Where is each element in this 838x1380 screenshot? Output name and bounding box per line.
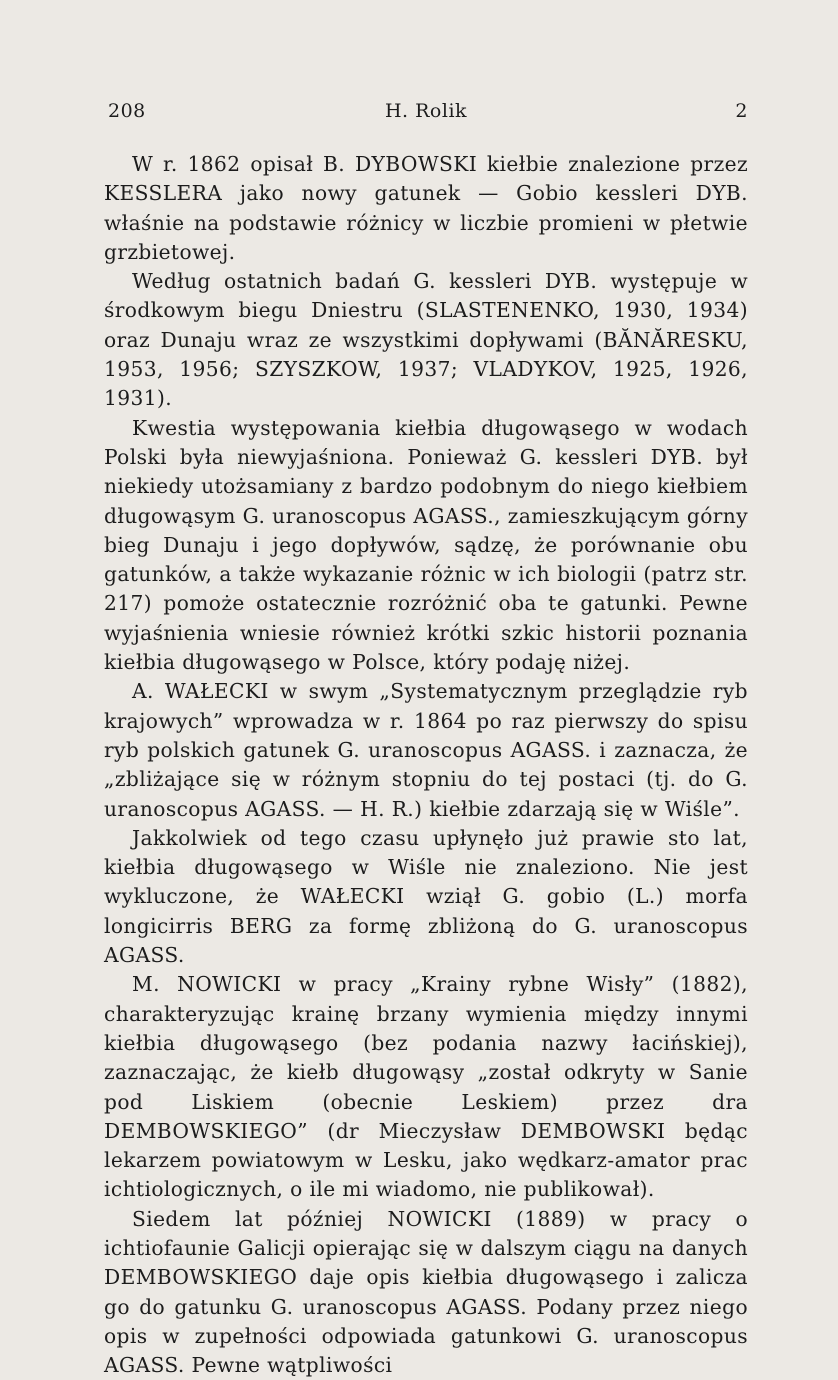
paragraph: Kwestia występowania kiełbia długowąsego w wodach Polski była niewyjaśniona. Ponieważ G. kessleri DYB. był niekiedy utożsamiany z bardzo podobnym do niego kiełbiem długowąsym G. uranoscopus AGASS., zamieszkującym górny bieg Dunaju i jego dopływów, sądzę, że porównanie obu gatunków, a także wykazanie różnic w ich biologii (patrz str. 217) pomoże ostatecznie rozróżnić oba te gatunki. Pewne wyjaśnienia wniesie również krótki szkic historii poznania kiełbia długowąsego w Polsce, który podaję niżej. bbox=[104, 415, 748, 675]
running-title: H. Rolik bbox=[384, 100, 468, 122]
paragraph: Według ostatnich badań G. kessleri DYB. występuje w środkowym biegu Dniestru (SLASTENENKO, 1930, 1934) oraz Dunaju wraz ze wszystkimi dopływami (BĂNĂRESKU, 1953, 1956; SZYSZKOW, 1937; VLADYKOV, 1925, 1926, 1931). bbox=[104, 269, 748, 411]
paragraph: A. WAŁECKI w swym „Systematycznym przeglądzie ryb krajowych” wprowadza w r. 1864 po raz pierwszy do spisu ryb polskich gatunek G. uranoscopus AGASS. i zaznacza, że „zbliżające się w różnym stopniu do tej postaci (tj. do G. uranoscopus AGASS. — H. R.) kiełbie zdarzają się w Wiśle”. bbox=[104, 679, 748, 821]
paragraph: M. NOWICKI w pracy „Krainy rybne Wisły” (1882), charakteryzując krainę brzany wymienia między innymi kiełbia długowąsego (bez podania nazwy łacińskiej), zaznaczając, że kiełb długowąsy „został odkryty w Sanie pod Liskiem (obecnie Leskiem) przez dra DEMBOWSKIEGO” (dr Mieczysław DEMBOWSKI będąc lekarzem powiatowym w Lesku, jako wędkarz-amator prac ichtiologicznych, o ile mi wiadomo, nie publikował). bbox=[104, 972, 748, 1202]
issue-number: 2 bbox=[735, 100, 748, 122]
paragraph: Siedem lat później NOWICKI (1889) w pracy o ichtiofaunie Galicji opierając się w dalszym ciągu na danych DEMBOWSKIEGO daje opis kiełbia długowąsego i zalicza go do gatunku G. uranoscopus AGASS. Podany przez niego opis w zupełności odpowiada gatunkowi G. uranoscopus AGASS. Pewne wątpliwości bbox=[104, 1206, 748, 1378]
running-header bbox=[104, 100, 748, 128]
paragraph: Jakkolwiek od tego czasu upłynęło już prawie sto lat, kiełbia długowąsego w Wiśle nie znaleziono. Nie jest wykluczone, że WAŁECKI wziął G. gobio (L.) morfa longicirris BERG za formę zbliżoną do G. uranoscopus AGASS. bbox=[104, 825, 748, 968]
page-number: 208 bbox=[108, 100, 146, 122]
body-text bbox=[104, 150, 748, 1380]
paragraph: W r. 1862 opisał B. DYBOWSKI kiełbie znalezione przez KESSLERA jako nowy gatunek — Gobio kessleri DYB. właśnie na podstawie różnicy w liczbie promieni w płetwie grzbietowej. bbox=[104, 152, 748, 264]
